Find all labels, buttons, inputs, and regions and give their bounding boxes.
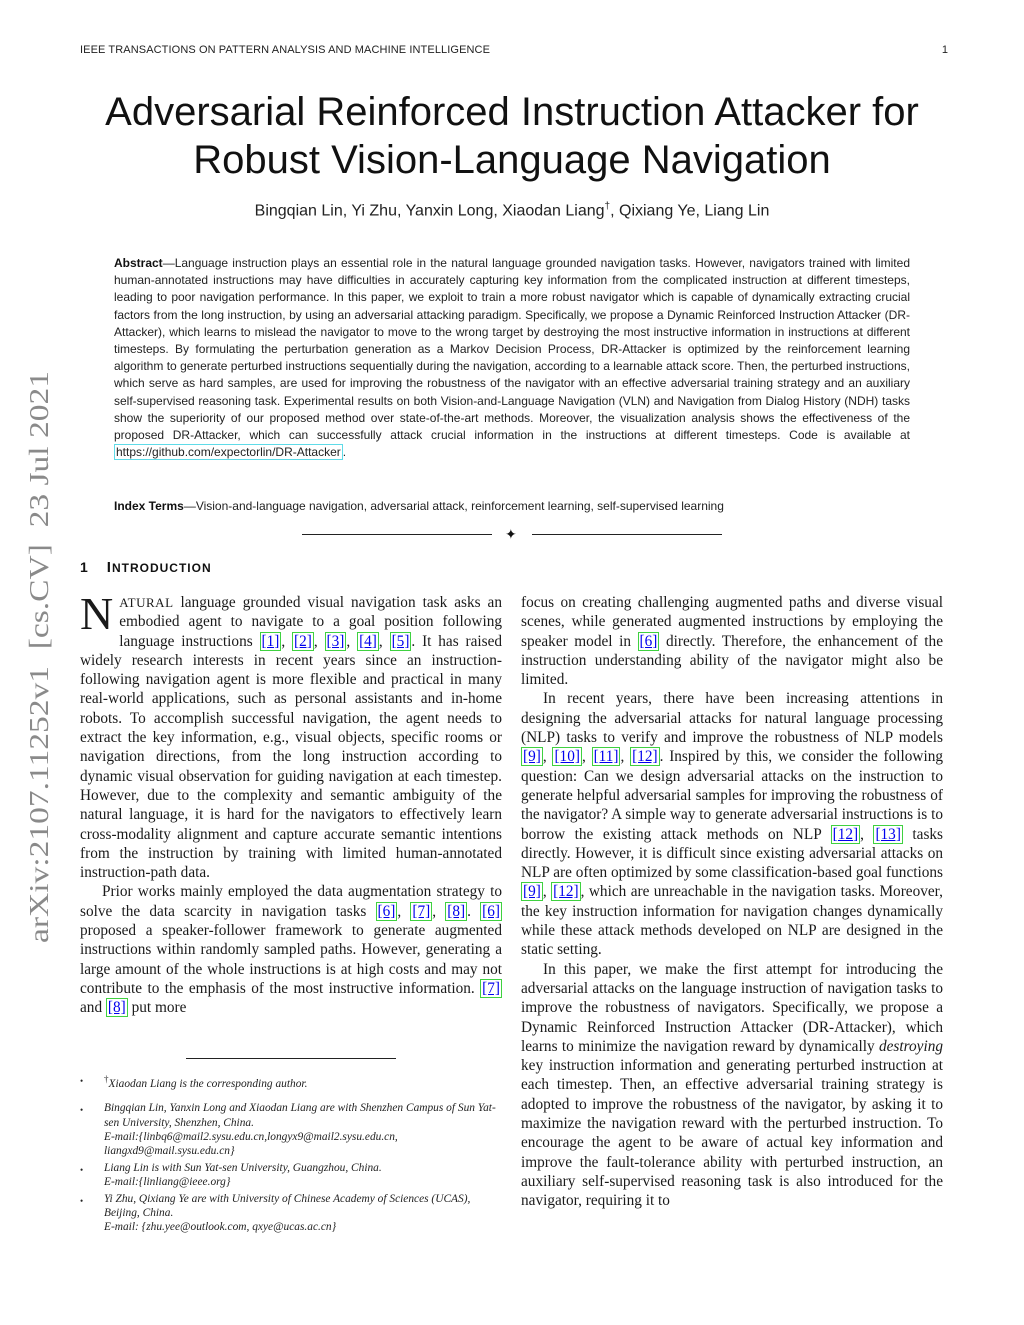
citation-link[interactable]: [4]	[359, 632, 377, 650]
text-run: ,	[397, 902, 411, 920]
citation-link[interactable]: [1]	[261, 632, 280, 650]
left-column	[80, 588, 503, 1018]
drop-cap: N	[80, 588, 114, 639]
title-line-1: Adversarial Reinforced Instruction Attacker for	[105, 90, 919, 134]
text-run: . It has raised widely research interests in recent years since an instruction-following navigation agent is more flexible and practical in many real-world applications, such as personal assistants and in-home robots. To accomplish successful navigation, the agent needs to extract the key information, e.g., visual objects, specific rooms or navigation directions, from the long instruction according to dynamic visual observation for guiding navigation at each timestep. However, due to the complexity and semantic ambiguity of the natural language, it is hard for the navigators to effectively learn cross-modality alignment and capture accurate semantic intentions from the instruction by training with limited human-annotated instruction-path data.	[80, 632, 503, 882]
citation-link[interactable]: [11]	[593, 748, 619, 766]
section-number: 1	[80, 559, 89, 575]
text-run: and	[80, 999, 106, 1017]
text-run: directly. Therefore, the enhancement of the instruction understanding ability of the navigator might also be limited.	[521, 632, 943, 689]
running-header	[80, 44, 948, 60]
text-run: In this paper, we make the first attempt for introducing the adversarial attacks on the language instruction of navigation tasks to improve the robustness of navigators. Specifically, we propose a Dynamic Reinforced Instruction Attacker (DR-Attacker), which learns to minimize the navigation reward by dynamically	[521, 960, 943, 1055]
footnote-email: E-mail:{linbq6@mail2.sysu.edu.cn,longyx9@mail2.sysu.edu.cn, liangxd9@mail.sysu.edu.cn}	[104, 1131, 398, 1158]
footnote-text: Xiaodan Liang is the corresponding author.	[108, 1077, 308, 1090]
text-run: . Inspired by this, we consider the following question: Can we design adversarial attacks on the instruction to generate helpful adversarial samples for improving the robustness of the navigator? A simple way to generate adversarial instructions is to borrow the existing attack methods on NLP	[521, 748, 944, 843]
text-run: In recent years, there have been increasing attentions in designing the adversarial attacks for natural language processing (NLP) tasks to verify and improve the robustness of NLP models	[521, 690, 943, 747]
citation-link[interactable]: [6]	[377, 902, 396, 920]
citation-link[interactable]: [2]	[294, 632, 312, 650]
paragraph-intro-5	[521, 960, 943, 1211]
footnote-affiliation-2	[80, 1161, 504, 1190]
footnote-affiliation-1	[80, 1101, 504, 1159]
bullet-icon: •	[80, 1105, 84, 1116]
citation-link[interactable]: [10]	[554, 748, 580, 766]
paragraph-intro-2	[80, 882, 502, 1017]
index-terms-text: —Vision-and-language navigation, adversarial attack, reinforcement learning, self-supervised learning	[183, 499, 724, 513]
paragraph-intro-4	[521, 689, 943, 959]
citation-link[interactable]: [6]	[639, 632, 658, 650]
text-run: ,	[346, 632, 358, 650]
text-run: ,	[542, 748, 553, 766]
citation-link[interactable]: [7]	[482, 979, 500, 997]
page-number: 1	[941, 44, 948, 56]
text-run: ,	[378, 632, 390, 650]
section-title-initial: I	[106, 559, 112, 576]
abstract-text: —Language instruction plays an essential role in the natural language grounded navigation tasks. However, navigators trained with limited human-annotated instructions may have difficulties in accurately capturing key information from the complicated instruction at different timesteps, leading to poor navigation performance. In this paper, we exploit to train a more robust navigator which is capable of dynamically extracting crucial factors from the long instruction, by using an adversarial attacking paradigm. Specifically, we propose a Dynamic Reinforced Instruction Attacker (DR-Attacker), which learns to mislead the navigator to move to the wrong target by destroying the most instructive information in instructions at different timesteps. By formulating the perturbation generation as a Markov Decision Process, DR-Attacker is optimized by the reinforcement learning algorithm to generate perturbed instructions sequentially during the navigation, according to a learnable attack score. Then, the perturbed instructions, which serve as hard samples, are used for improving the robustness of the navigator with an effective adversarial training strategy and an auxiliary self-supervised reasoning task. Experimental results on both Vision-and-Language Navigation (VLN) and Navigation from Dialog History (NDH) tasks show the superiority of our proposed method over state-of-the-art methods. Moreover, the visualization analysis shows the effectiveness of the proposed DR-Attacker, which can successfully attack crucial information in the instructions at different timesteps. Code is available at	[114, 256, 910, 443]
citation-link[interactable]: [12]	[553, 883, 579, 901]
text-run: ,	[860, 825, 874, 843]
corresponding-dagger: †	[604, 201, 611, 212]
abstract-end: .	[342, 445, 347, 460]
footnote-dagger: †	[104, 1074, 109, 1084]
authors-rest: , Qixiang Ye, Liang Lin	[610, 202, 770, 220]
code-link[interactable]: https://github.com/expectorlin/DR-Attacker	[116, 445, 341, 460]
footnote-text: Liang Lin is with Sun Yat-sen University, Guangzhou, China.	[104, 1161, 382, 1174]
divider-ornament-icon: ✦	[505, 526, 517, 542]
title-line-2: Robust Vision-Language Navigation	[193, 138, 831, 182]
text-run: ,	[281, 632, 293, 650]
footnote-email: E-mail: {zhu.yee@outlook.com, qxye@ucas.ac.cn}	[104, 1221, 337, 1234]
text-run: ,	[432, 902, 446, 920]
footnote-corresponding-author	[80, 1072, 504, 1091]
section-heading-introduction	[80, 559, 212, 576]
citation-link[interactable]: [8]	[107, 999, 126, 1017]
index-terms-label: Index Terms	[114, 499, 184, 513]
paragraph-intro-1	[80, 588, 503, 882]
right-column	[521, 593, 943, 1211]
divider-line-left	[302, 534, 492, 535]
journal-name: IEEE TRANSACTIONS ON PATTERN ANALYSIS AND MACHINE INTELLIGENCE	[80, 44, 491, 56]
citation-link[interactable]: [9]	[523, 748, 541, 766]
citation-link[interactable]: [9]	[523, 883, 541, 901]
text-run: ,	[542, 883, 552, 901]
bullet-icon: •	[80, 1164, 84, 1175]
text-run: Prior works mainly employed the data augmentation strategy to solve the data scarcity in navigation tasks	[80, 883, 502, 920]
section-title-rest: NTRODUCTION	[111, 561, 212, 575]
text-run: focus on creating challenging augmented paths and diverse visual scenes, while generated augmented instructions by employing the speaker model in	[521, 594, 943, 650]
divider-line-right	[532, 534, 722, 535]
citation-link[interactable]: [8]	[447, 902, 466, 920]
paragraph-intro-3	[521, 593, 943, 689]
citation-link[interactable]: [12]	[832, 825, 859, 843]
citation-link[interactable]: [5]	[391, 632, 410, 650]
abstract	[114, 255, 910, 461]
citation-link[interactable]: [6]	[482, 902, 500, 920]
emphasis-word: destroying	[878, 1037, 943, 1055]
abstract-label: Abstract	[114, 256, 163, 270]
text-run: , which are unreachable in the navigation tasks. Moreover, the key instruction information for navigation changes dynamically while these attack methods developed on NLP are designed in the static setting.	[521, 883, 943, 959]
citation-link[interactable]: [3]	[326, 632, 345, 650]
footnote-email: E-mail:{linliang@ieee.org}	[104, 1176, 231, 1189]
footnote-text: Yi Zhu, Qixiang Ye are with University of Chinese Academy of Sciences (UCAS), Beijing, China.	[104, 1192, 471, 1220]
arxiv-stamp-text: arXiv:2107.11252v1 [cs.CV] 23 Jul 2021	[24, 482, 54, 943]
text-run: ,	[313, 632, 325, 650]
text-run: .	[467, 902, 481, 920]
text-run: ,	[620, 748, 631, 766]
authors-main: Bingqian Lin, Yi Zhu, Yanxin Long, Xiaodan Liang	[254, 202, 605, 220]
index-terms	[114, 499, 910, 513]
bullet-icon: •	[80, 1076, 84, 1086]
text-run: key instruction information and generating perturbed instruction at each timestep. Then, an effective adversarial training strategy is adopted to improve the robustness of the navigator, by asking it to maximize the navigation reward with the perturbed instruction. To encourage the agent to be aware of actual key information and improve the fault-tolerance ability with perturbed instruction, an auxiliary self-supervised reasoning task is also introduced for the navigator, requiring it to	[521, 1057, 943, 1210]
footnote-rule	[186, 1058, 396, 1059]
text-run: language grounded visual navigation task asks an embodied agent to navigate to a goal position following language instructions	[119, 594, 502, 650]
text-run: tasks directly. However, it is difficult since existing adversarial attacks on NLP are often optimized by some classification-based goal functions	[521, 825, 944, 882]
citation-link[interactable]: [13]	[875, 825, 901, 843]
paper-title	[90, 88, 934, 184]
bullet-icon: •	[80, 1195, 84, 1206]
section-divider	[302, 528, 722, 542]
footnotes	[80, 1072, 504, 1237]
text-run: ,	[581, 748, 592, 766]
text-run: proposed a speaker-follower framework to generate augmented instructions within randomly sampled paths. However, generating a large amount of the whole instructions is at high costs and may not contribute to the emphasis of the most instructive information.	[80, 922, 502, 997]
author-list	[90, 201, 934, 220]
citation-link[interactable]: [12]	[632, 748, 658, 766]
footnote-text: Bingqian Lin, Yanxin Long and Xiaodan Liang are with Shenzhen Campus of Sun Yat-sen University, Shenzhen, China.	[104, 1102, 496, 1129]
arxiv-stamp	[18, 366, 58, 946]
text-run: put more	[127, 999, 187, 1017]
footnote-affiliation-3	[80, 1192, 504, 1235]
small-caps-word: ATURAL	[119, 595, 174, 610]
citation-link[interactable]: [7]	[412, 902, 431, 920]
